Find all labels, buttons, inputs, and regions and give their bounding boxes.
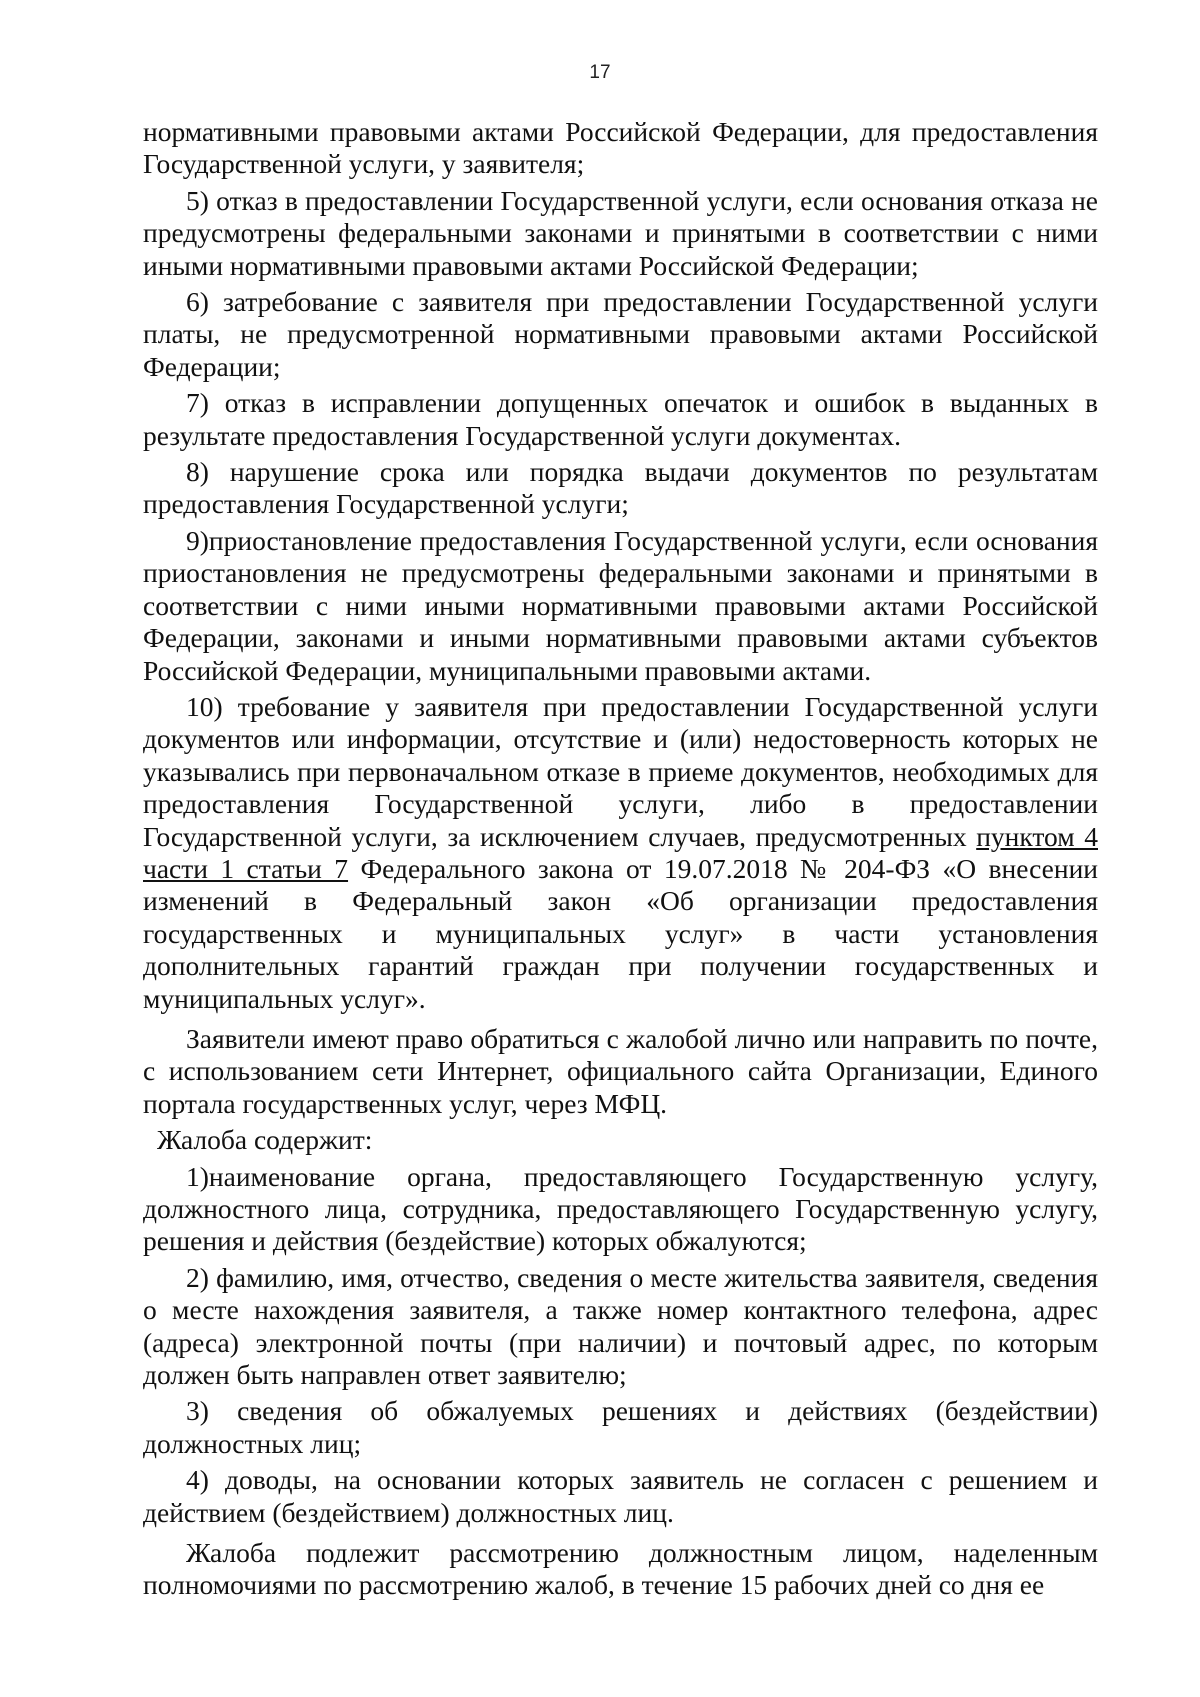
paragraph-item-9: 9)приостановление предоставления Государственной услуги, если основания приостановления не предусмотрены федеральными законами и принятыми в соответствии с ними иными нормативными правовыми актами Российской Федерации, законами и иными нормативными правовыми актами субъектов Российской Федерации, муниципальными правовыми актами. [143,524,1098,686]
complaint-item-1: 1)наименование органа, предоставляющего Государственную услугу, должностного лица, сотрудника, предоставляющего Государственную услугу, решения и действия (бездействие) которых обжалуются; [143,1160,1098,1257]
paragraph-applicants-rights: Заявители имеют право обратиться с жалобой лично или направить по почте, с использованием сети Интернет, официального сайта Организации, Единого портала государственных услуг, через МФЦ. [143,1022,1098,1119]
paragraph-continuation: нормативными правовыми актами Российской Федерации, для предоставления Государственной услуги, у заявителя; [143,116,1098,180]
complaint-contains-heading: Жалоба содержит: [157,1124,373,1156]
paragraph-item-5: 5) отказ в предоставлении Государственной услуги, если основания отказа не предусмотрены федеральными законами и принятыми в соответствии с ними иными нормативными правовыми актами Российской Федерации; [143,184,1098,281]
complaint-item-3: 3) сведения об обжалуемых решениях и действиях (бездействии) должностных лиц; [143,1395,1098,1459]
paragraph-item-10-text-end: Федерального закона от 19.07.2018 № 204-ФЗ «О внесении изменений в Федеральный закон «Об организации предоставления государственных и муниципальных услуг» в части установления дополнительных гарантий граждан при получении государственных и муниципальных услуг». [143,852,1099,1014]
page-number: 17 [589,62,611,83]
complaint-item-2: 2) фамилию, имя, отчество, сведения о месте жительства заявителя, сведения о месте нахождения заявителя, а также номер контактного телефона, адрес (адреса) электронной почты (при наличии) и почтовый адрес, по которым должен быть направлен ответ заявителю; [143,1261,1098,1391]
paragraph-item-10 [143,691,1098,1015]
paragraph-complaint-review: Жалоба подлежит рассмотрению должностным лицом, наделенным полномочиями по рассмотрению жалоб, в течение 15 рабочих дней со дня ее [143,1537,1098,1601]
document-body [143,116,1098,1602]
paragraph-item-10-text-start: 10) требование у заявителя при предоставлении Государственной услуги документов или информации, отсутствие и (или) недостоверность которых не указывались при первоначальном отказе в приеме документов, необходимых для предоставления Государственной услуги, либо в предоставлении Государственной услуги, за исключением случаев, предусмотренных [143,690,1098,852]
paragraph-item-6: 6) затребование с заявителя при предоставлении Государственной услуги платы, не предусмотренной нормативными правовыми актами Российской Федерации; [143,286,1098,382]
complaint-item-4: 4) доводы, на основании которых заявитель не согласен с решением и действием (бездействием) должностных лиц. [143,1464,1098,1528]
paragraph-item-8: 8) нарушение срока или порядка выдачи документов по результатам предоставления Государственной услуги; [143,456,1098,520]
law-reference-link[interactable]: пунктом 4 части 1 статьи 7 [143,820,1098,884]
paragraph-item-7: 7) отказ в исправлении допущенных опечаток и ошибок в выданных в результате предоставления Государственной услуги документах. [143,387,1098,451]
